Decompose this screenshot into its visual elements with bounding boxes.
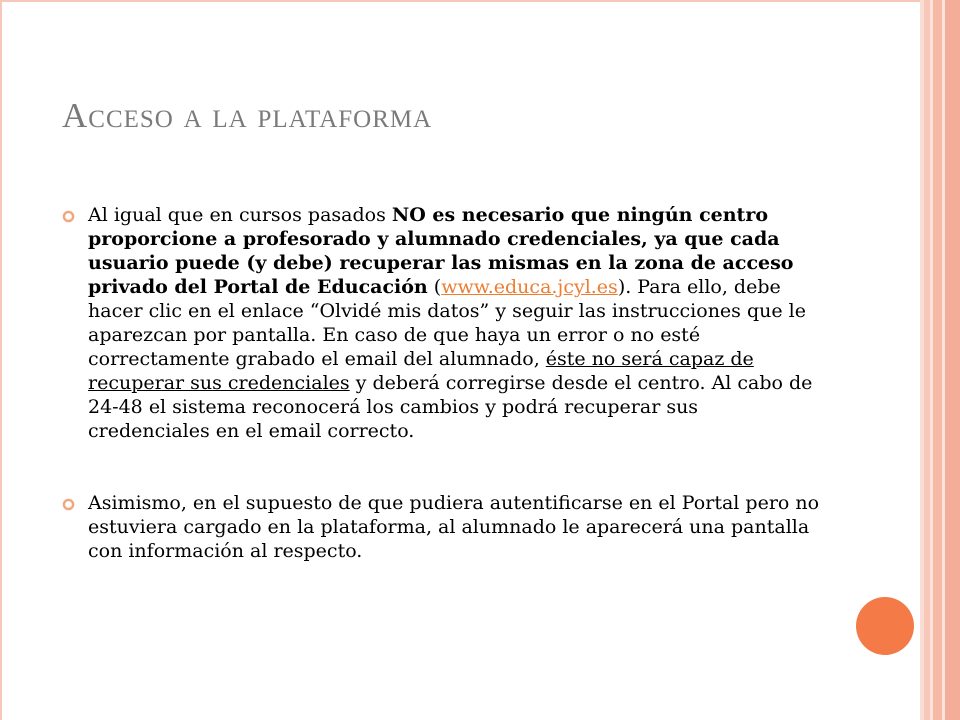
slide-title: Acceso a la plataforma xyxy=(62,96,433,135)
bullet-item xyxy=(62,203,822,443)
bullet-text: ). Para ello, debe hacer clic en el enlace “Olvidé mis datos” y seguir las instrucciones que le aparezcan por pantalla. En caso de que haya un error o no esté correctamente grabado el email del alumnado, xyxy=(88,276,806,370)
circle-bullet-icon xyxy=(62,210,75,223)
bullet-item xyxy=(62,491,822,563)
right-decorative-strips xyxy=(920,0,960,720)
bullet-text: Asimismo, en el supuesto de que pudiera autentificarse en el Portal pero no estuviera cargado en la plataforma, al alumnado le aparecerá una pantalla con información al respecto. xyxy=(88,492,820,562)
bullet-underlined-text: éste no será capaz de recuperar sus credenciales xyxy=(88,348,754,394)
bullet-text: ( xyxy=(427,276,442,298)
portal-link[interactable]: www.educa.jcyl.es xyxy=(441,276,618,298)
decorative-strip xyxy=(933,0,942,720)
top-border xyxy=(0,0,930,2)
accent-circle xyxy=(856,597,914,655)
circle-bullet-icon xyxy=(62,498,75,511)
left-border xyxy=(0,0,2,720)
bullet-text: y deberá corregirse desde el centro. Al cabo de 24-48 el sistema reconocerá los cambios y podrá recuperar sus credenciales en el email correcto. xyxy=(88,372,813,442)
decorative-strip xyxy=(945,0,960,720)
bullet-bold-text: NO es necesario que ningún centro proporcione a profesorado y alumnado credenciales, ya que cada usuario puede (y debe) recuperar las mismas en la zona de acceso privado del Portal de Educación xyxy=(88,204,794,298)
bullet-text: Al igual que en cursos pasados xyxy=(88,204,392,226)
slide-content xyxy=(62,203,822,563)
